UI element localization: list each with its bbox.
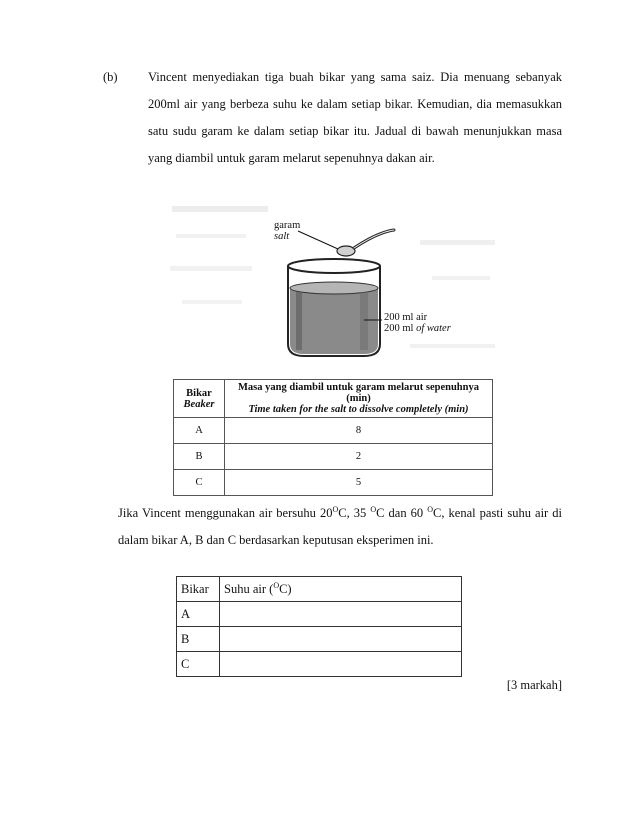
spoon-label-en: salt [274, 231, 290, 242]
water-label [384, 312, 451, 334]
header-beaker: Beaker [183, 398, 215, 410]
degree-sup: O [332, 504, 339, 514]
answer-table-header [177, 577, 462, 602]
header-masa: Masa yang diambil untuk garam melarut sepenuhnya (min) [238, 382, 479, 404]
question-line-4: yang diambil untuk garam melarut sepenuhnya dakan air. [148, 151, 435, 165]
water-label-en-num: 200 ml [384, 323, 414, 334]
answer-cell-c[interactable] [220, 652, 462, 677]
answer-header-temp [220, 577, 462, 602]
question-line-3: satu sudu garam ke dalam setiap bikar itu. Jadual di bawah menunjukkan masa [148, 124, 562, 138]
degree-sup: O [370, 504, 377, 514]
row-time: 8 [225, 418, 493, 444]
degree-sup: O [427, 504, 433, 514]
answer-row [177, 602, 462, 627]
temp-label-a: Suhu air ( [224, 581, 274, 596]
time-table [173, 379, 493, 496]
answer-table [176, 576, 462, 677]
row-beaker: A [174, 418, 225, 444]
spoon-bowl [337, 246, 355, 256]
table-row [174, 470, 493, 496]
question2-line-1 [118, 500, 562, 527]
water-label-ms: 200 ml air [384, 312, 428, 323]
beaker-illustration [170, 204, 500, 374]
table-row [174, 418, 493, 444]
question2-line-2: dalam bikar A, B dan C berdasarkan keputusan eksperimen ini. [118, 533, 434, 547]
answer-row [177, 627, 462, 652]
question-label: (b) [103, 70, 118, 84]
answer-row-beaker: C [177, 652, 220, 677]
degree-sup: O [273, 580, 280, 590]
question-text [148, 64, 562, 172]
spoon-label [274, 220, 300, 242]
q2-part-d: C, kenal pasti suhu air di [433, 506, 562, 520]
experiment-figure [170, 204, 500, 494]
question-line-1: Vincent menyediakan tiga buah bikar yang sama saiz. Dia menuang sebanyak [148, 70, 562, 84]
answer-cell-a[interactable] [220, 602, 462, 627]
marks-label: [3 markah] [506, 678, 562, 692]
table-row [174, 444, 493, 470]
answer-row-beaker: A [177, 602, 220, 627]
spoon-handle [354, 230, 394, 248]
row-beaker: B [174, 444, 225, 470]
time-table-header-time [225, 380, 493, 418]
answer-row [177, 652, 462, 677]
spoon-label-ms: garam [274, 220, 301, 231]
header-bikar: Bikar [186, 387, 212, 399]
question-line-2: 200ml air yang berbeza suhu ke dalam setiap bikar. Kemudian, dia memasukkan [148, 97, 562, 111]
q2-part-a: Jika Vincent menggunakan air bersuhu 20 [118, 506, 333, 520]
row-time: 5 [225, 470, 493, 496]
time-table-header-beaker [174, 380, 225, 418]
water-label-en-word: of water [416, 323, 451, 334]
row-time: 2 [225, 444, 493, 470]
answer-header-beaker: Bikar [177, 577, 220, 602]
header-time: Time taken for the salt to dissolve completely (min) [248, 404, 469, 415]
q2-part-c: C dan 60 [376, 506, 428, 520]
time-table-header [174, 380, 493, 418]
question2-text [118, 500, 562, 554]
answer-row-beaker: B [177, 627, 220, 652]
q2-part-b: C, 35 [338, 506, 371, 520]
temp-label-b: C) [279, 581, 292, 596]
answer-cell-b[interactable] [220, 627, 462, 652]
row-beaker: C [174, 470, 225, 496]
